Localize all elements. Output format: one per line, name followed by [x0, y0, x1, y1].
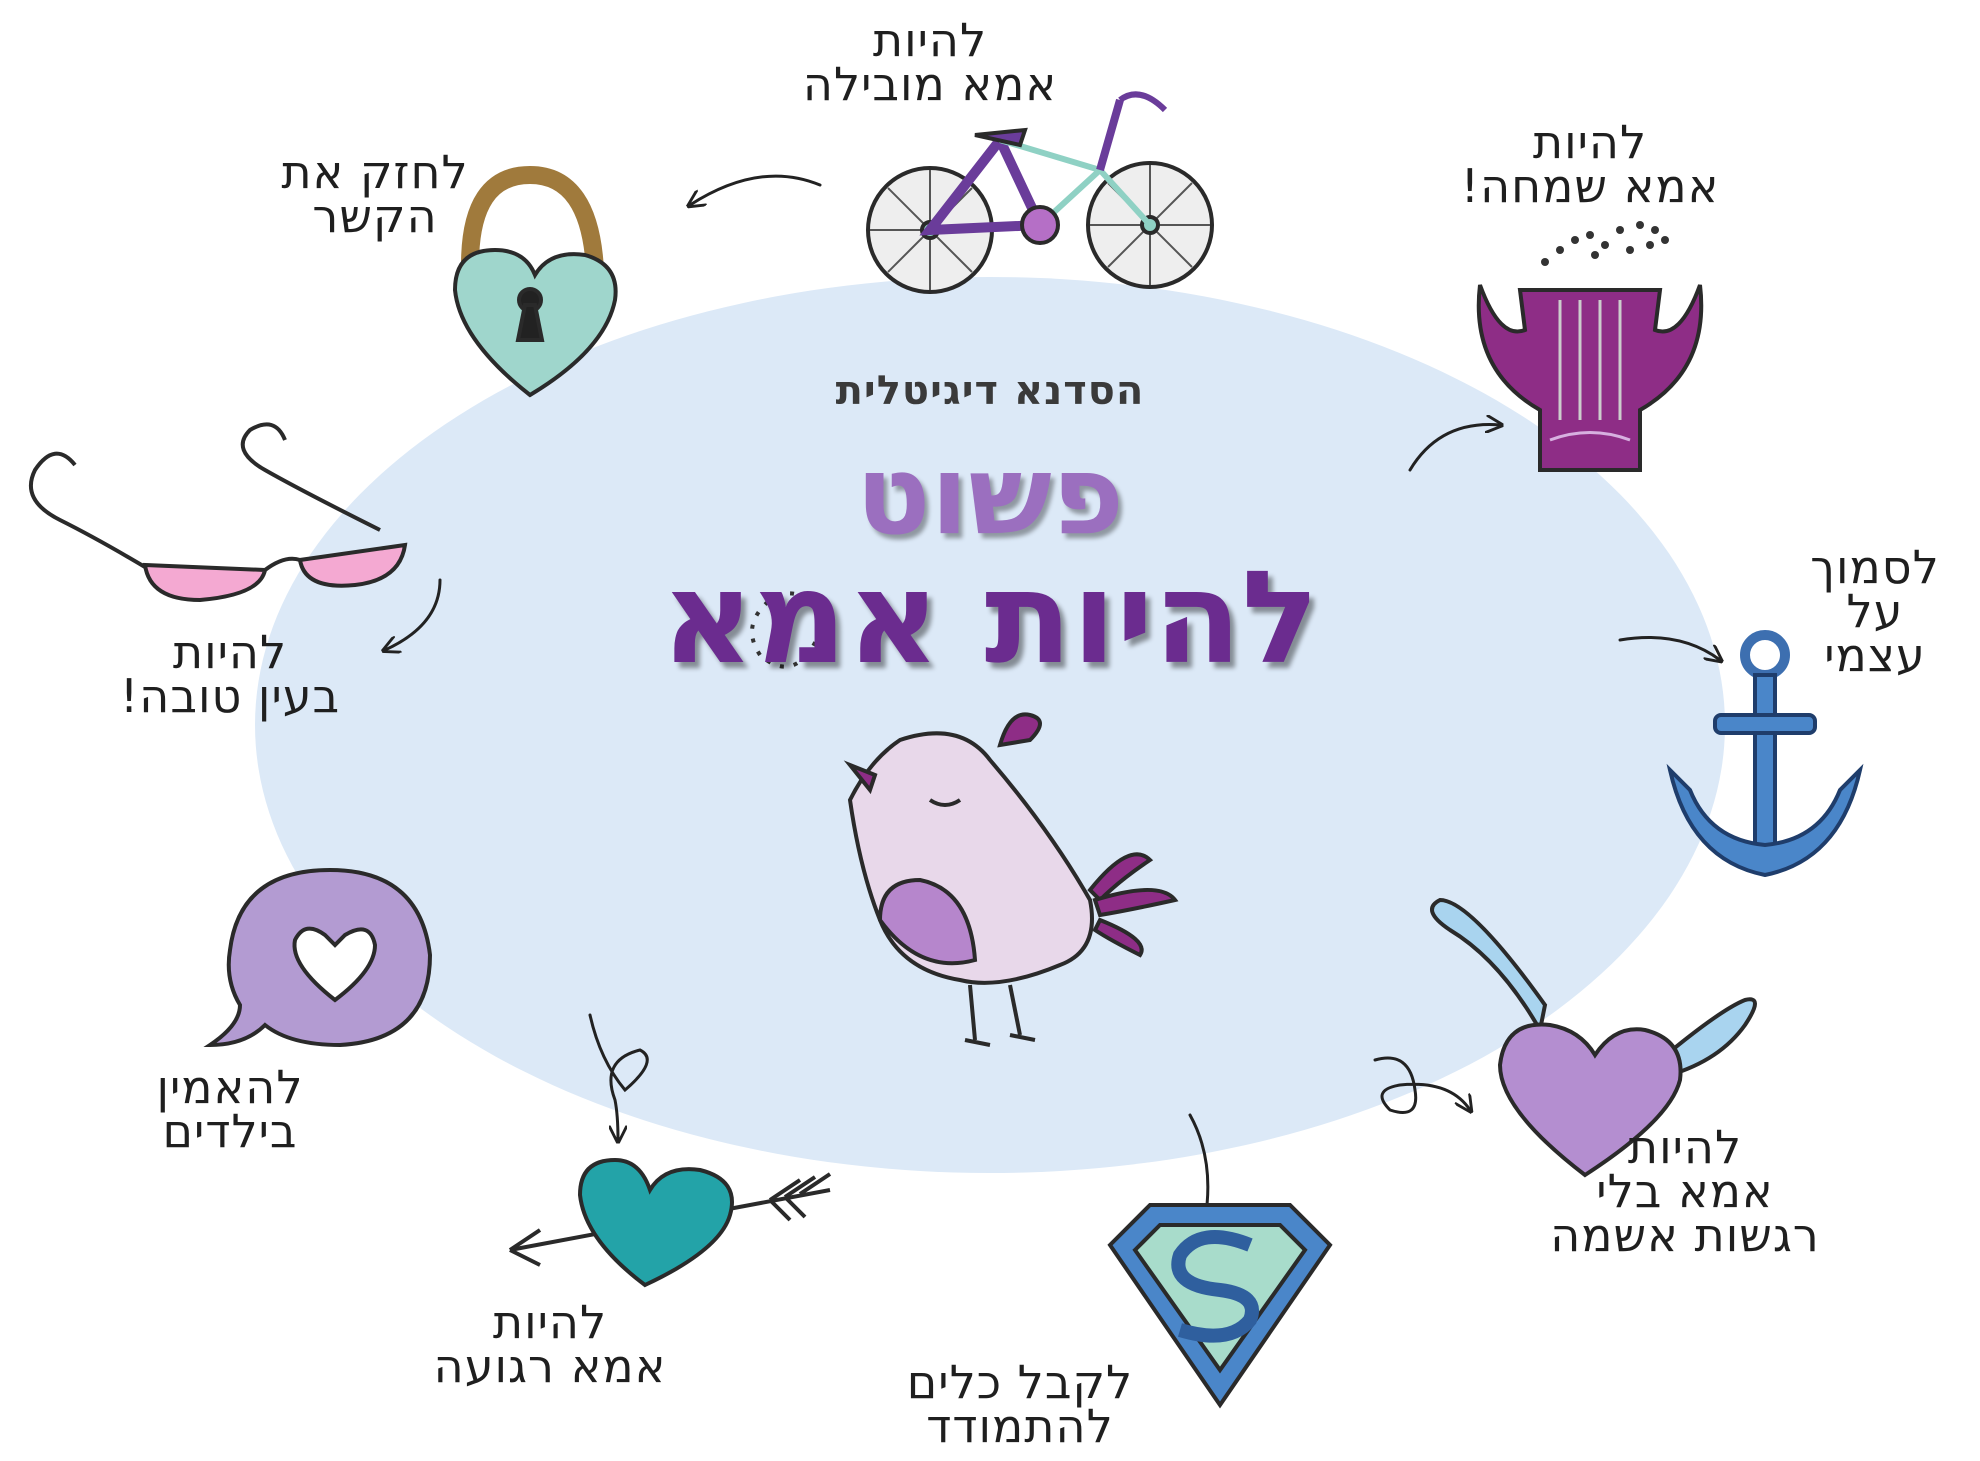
label-line: להאמין — [156, 1060, 304, 1114]
label-line: אמא בלי — [1596, 1164, 1774, 1218]
label-line: עצמי — [1824, 628, 1926, 682]
label-line: לחזק את — [281, 145, 469, 199]
label-line: הקשר — [312, 189, 438, 243]
label-strengthen-bond — [250, 145, 500, 243]
label-line: אמא רגועה — [433, 1339, 667, 1393]
label-no-guilt — [1520, 1120, 1850, 1262]
label-line: להתמודד — [926, 1399, 1114, 1453]
label-good-eye — [80, 625, 380, 723]
label-line: רגשות אשמה — [1550, 1208, 1820, 1262]
label-believe-kids — [120, 1060, 340, 1158]
label-line: אמא מובילה — [802, 57, 1058, 111]
label-line: על — [1846, 584, 1904, 638]
speech-heart-icon — [210, 870, 430, 1045]
title-line-1: פשוט — [855, 431, 1125, 559]
label-line: להיות — [872, 13, 988, 67]
label-line: לקבל כלים — [906, 1355, 1134, 1409]
title-line-2: להיות אמא — [661, 544, 1319, 693]
workshop-subtitle: הסדנא דיגיטלית — [835, 368, 1145, 414]
label-line: בעין טובה! — [119, 669, 341, 723]
label-line: להיות — [1627, 1120, 1743, 1174]
label-happy-mom — [1440, 115, 1740, 213]
label-leading-mom — [780, 13, 1080, 111]
label-line: להיות — [492, 1295, 608, 1349]
label-line: בילדים — [162, 1104, 298, 1158]
label-line: להיות — [172, 625, 288, 679]
label-line: אמא שמחה! — [1460, 159, 1720, 213]
label-line: להיות — [1532, 115, 1648, 169]
glasses-icon — [31, 424, 405, 600]
label-trust-myself — [1790, 540, 1960, 682]
bicycle-icon — [868, 94, 1212, 292]
arrow-heart-icon — [510, 1160, 830, 1285]
label-tools-to-cope — [870, 1355, 1170, 1453]
label-calm-mom — [400, 1295, 700, 1393]
label-line: לסמוך — [1810, 540, 1940, 594]
